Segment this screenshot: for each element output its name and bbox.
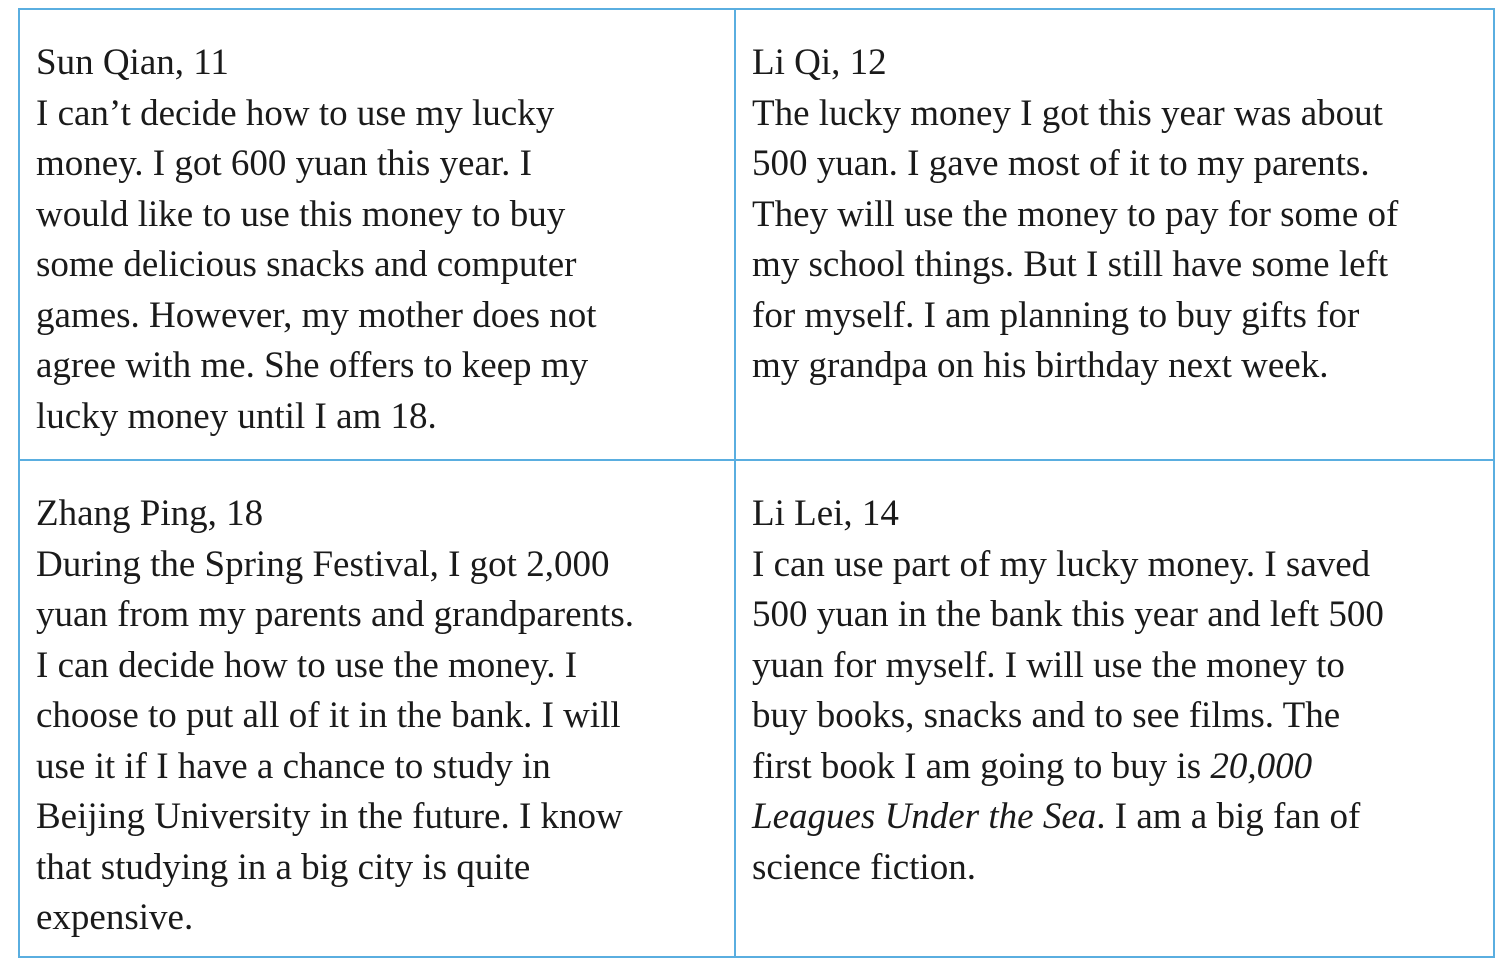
card-text-line: 500 yuan. I gave most of it to my parents. [752,143,1370,184]
card-text-line: They will use the money to pay for some of [752,193,1399,235]
card-text-line: games. However, my mother does not [36,294,597,336]
card-text-line: The lucky money I got this year was about [752,92,1383,134]
card-text-line: yuan from my parents and grandparents. [36,594,634,635]
card-text-line: money. I got 600 yuan this year. I [36,143,532,184]
card-name: Li Lei, 14 [752,493,899,534]
card-sun-qian [20,10,736,461]
card-text-line: choose to put all of it in the bank. I will [36,695,621,736]
book-title-italic: Leagues Under the Sea [752,796,1097,837]
card-text-segment: . I am a big fan of [1096,796,1361,837]
card-name: Sun Qian, 11 [36,42,229,83]
card-text-line: for myself. I am planning to buy gifts for [752,294,1360,336]
card-li-lei [736,461,1493,956]
card-text-line: science fiction. [752,846,976,888]
card-text-segment: first book I am going to buy is [752,745,1211,787]
card-text-line: agree with me. She offers to keep my [36,345,589,386]
book-title-italic: 20,000 [1210,745,1313,787]
card-text-line [752,742,1479,793]
card-text-line: would like to use this money to buy [36,193,566,235]
card-name: Zhang Ping, 18 [36,493,264,534]
card-text-line: lucky money until I am 18. [36,395,437,437]
card-text-line: some delicious snacks and computer [36,244,577,285]
card-text-line [752,792,1479,843]
card-text-line: 500 yuan in the bank this year and left 500 [752,594,1384,635]
card-text-line: Beijing University in the future. I know [36,796,623,837]
card-li-qi [736,10,1493,461]
card-text-line: I can decide how to use the money. I [36,644,578,686]
card-text-line: my grandpa on his birthday next week. [752,345,1329,386]
card-text-line: buy books, snacks and to see films. The [752,695,1341,736]
card-text-line: I can’t decide how to use my lucky [36,92,555,134]
card-name: Li Qi, 12 [752,42,887,83]
card-text-line: that studying in a big city is quite [36,846,531,888]
card-text-line: use it if I have a chance to study in [36,745,551,787]
reading-table [18,8,1495,958]
card-text-line: my school things. But I still have some left [752,244,1389,285]
card-text-line: yuan for myself. I will use the money to [752,644,1345,686]
card-text-line: I can use part of my lucky money. I saved [752,543,1371,585]
card-text-line: During the Spring Festival, I got 2,000 [36,543,610,585]
card-zhang-ping [20,461,736,956]
card-text-line: expensive. [36,897,194,938]
